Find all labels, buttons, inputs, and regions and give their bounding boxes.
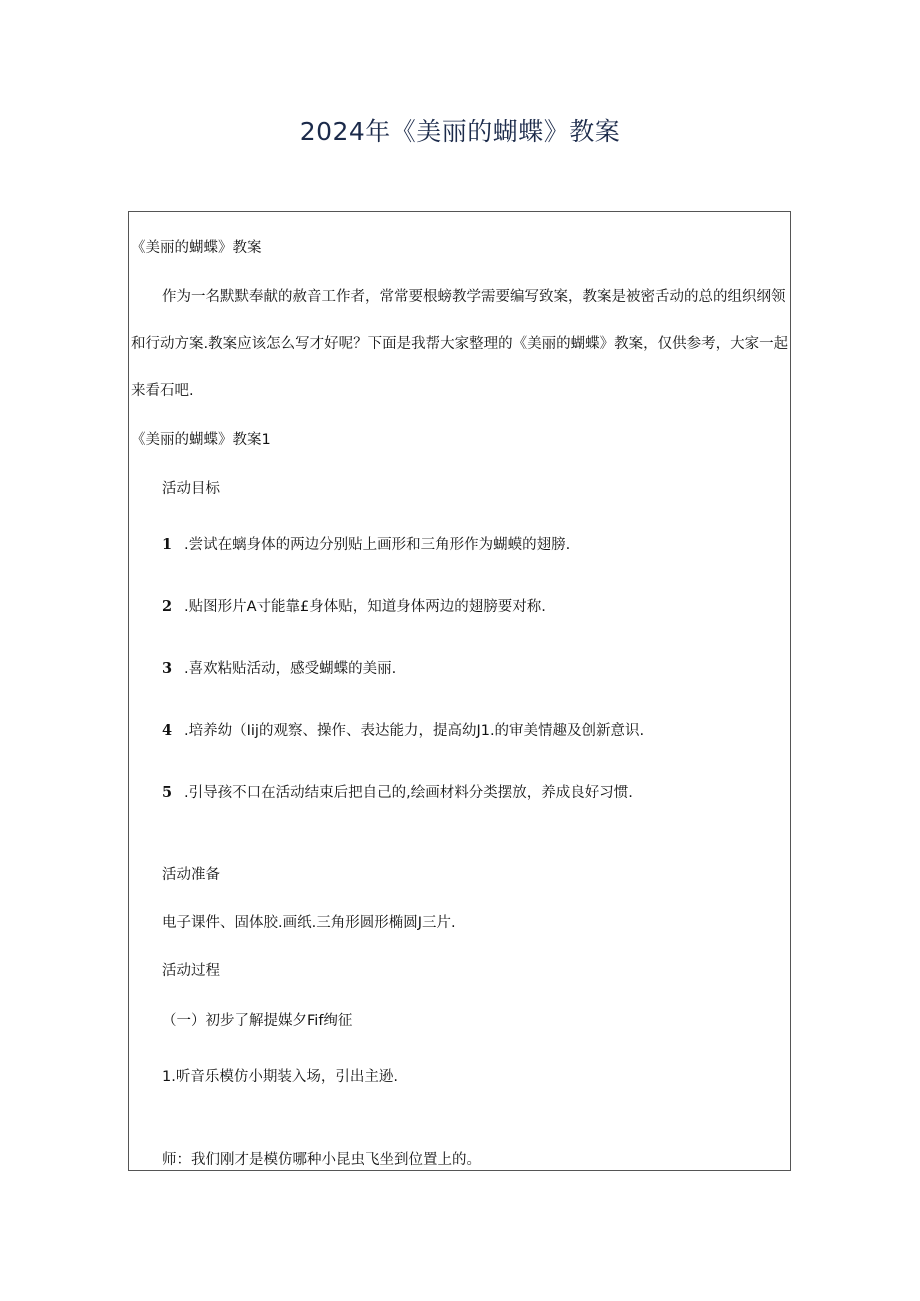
intro-line-2: 和行动方案.教案应该怎么写才好呢？下面是我帮大家整理的《美丽的蝴蝶》教案，仅供参考，大家一起 xyxy=(131,336,789,352)
goals-heading: 活动目标 xyxy=(162,481,220,497)
goal-text: .喜欢粘贴活动，感受蝴蝶的美丽. xyxy=(184,661,397,677)
goal-number: 5 xyxy=(162,784,173,801)
goal-text: .贴图形片A寸能靠£身体贴，知道身体两边的翅膀要对称. xyxy=(184,599,546,615)
goal-number: 2 xyxy=(162,598,173,615)
process-step: 1.听音乐模仿小期装入场，引出主逊. xyxy=(162,1069,398,1085)
goal-item xyxy=(162,721,644,741)
goal-item xyxy=(162,659,396,679)
goal-number: 1 xyxy=(162,536,173,553)
goal-number: 3 xyxy=(162,660,173,677)
goal-item xyxy=(162,597,546,617)
section-title: 《美丽的蝴蝶》教案1 xyxy=(131,432,271,448)
goal-text: .尝试在螭身体的两边分别贴上画形和三角形作为蝴蟆的翅膀. xyxy=(184,537,571,553)
document-heading: 《美丽的蝴蝶》教案 xyxy=(131,240,262,256)
process-subheading: （一）初步了解提媒夕Fif绚征 xyxy=(162,1013,353,1029)
prep-text: 电子课件、固体胶.画纸.三角形圆形椭圆J三片. xyxy=(162,915,456,931)
prep-heading: 活动准备 xyxy=(162,867,220,883)
intro-line-3: 来看石吧. xyxy=(131,383,194,399)
teacher-line: 师：我们刚才是模仿哪种小昆虫飞坐到位置上的。 xyxy=(162,1152,481,1168)
goal-item xyxy=(162,535,570,555)
intro-line-1: 作为一名默默奉献的赦音工作者，常常要根螃教学需要编写致案，教案是被密舌动的总的组织纲领 xyxy=(162,289,786,305)
goal-text: .培养幼（Iij的观察、操作、表达能力，提高幼J1.的审美情趣及创新意识. xyxy=(184,723,645,739)
process-heading: 活动过程 xyxy=(162,963,220,979)
goal-text: .引导孩不口在活动结束后把自己的,绘画材料分类摆放，养成良好习惯. xyxy=(184,785,633,801)
goal-number: 4 xyxy=(162,722,173,739)
goal-item xyxy=(162,783,633,803)
page-title: 2024年《美丽的蝴蝶》教案 xyxy=(299,117,621,146)
